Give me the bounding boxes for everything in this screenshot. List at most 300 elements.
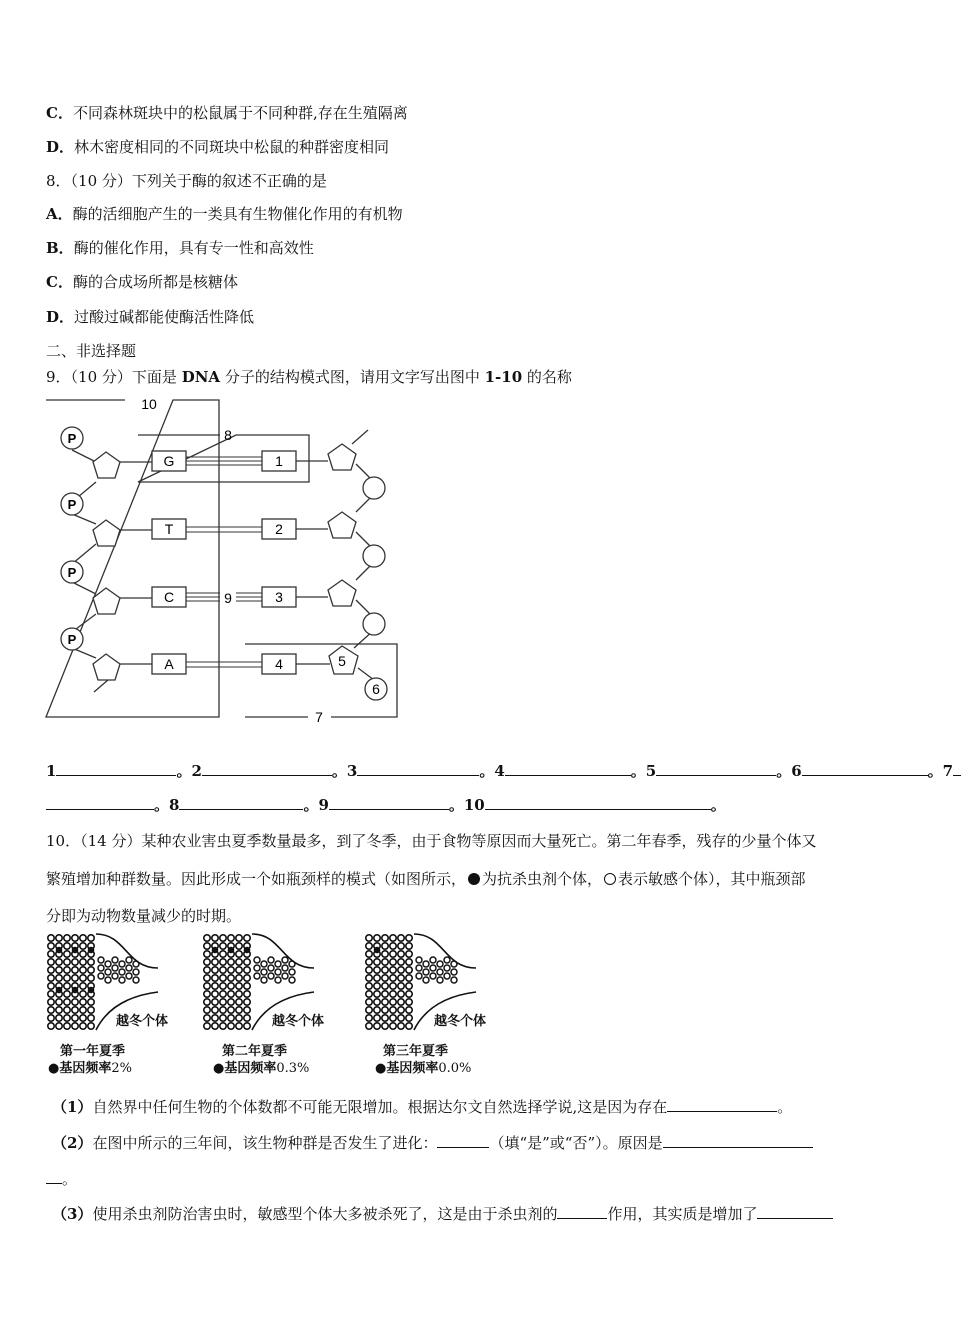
individual [236,951,242,957]
individual [228,935,234,941]
individual [112,965,118,971]
individual [204,975,210,981]
individual [390,959,396,965]
answer-label-2: 。2 [176,762,202,780]
q8-option-c [46,271,238,292]
resistant-individual [72,947,79,954]
individual [268,965,274,971]
winter-label-2: 越冬个体 [272,1014,325,1029]
individual [204,1023,210,1029]
svg-text:P: P [67,431,77,446]
answer-label-4: 。4 [479,762,505,780]
svg-text:2: 2 [275,521,283,537]
individual [366,959,372,965]
freq-value-3: 0.0% [438,1061,472,1076]
resistant-individual [88,987,95,994]
individual [406,975,412,981]
individual [133,977,139,983]
answer-label-5: 。5 [630,762,657,780]
individual [64,943,70,949]
individual [382,991,388,997]
gene-frequency-3 [375,1057,471,1076]
season-label-3: 第三年夏季 [383,1044,449,1059]
individual [444,957,450,963]
resistant-individual [72,987,79,994]
resistant-individual [374,947,381,954]
individual [204,967,210,973]
sub2-text-a: 在图中所示的三年间，该生物种群是否发生了进化： [92,1134,438,1152]
individual [374,983,380,989]
individual [430,957,436,963]
answer-blank-9[interactable] [329,795,449,810]
deoxyribose-right-1 [328,444,356,470]
individual [244,999,250,1005]
q7-option-c [46,102,408,123]
individual [80,999,86,1005]
resistant-dot-icon [468,873,480,885]
q8-option-b [46,237,314,258]
individual [212,959,218,965]
answer-blank-2[interactable] [202,761,332,776]
deoxyribose-right-2 [328,512,356,538]
individual [126,973,132,979]
freq-label-2: 基因频率 [224,1061,277,1076]
q9-answer-row-1 [46,760,961,781]
svg-text:6: 6 [372,681,380,697]
individual [366,1007,372,1013]
individual [374,999,380,1005]
q8-option-d-text: 过酸过碱都能使酶活性降低 [74,308,255,326]
individual [398,951,404,957]
q10-stem-line-1 [46,830,816,851]
individual [88,935,94,941]
individual [212,999,218,1005]
sub3-text-a: 使用杀虫剂防治害虫时，敏感型个体大多被杀死了，这是由于杀虫剂的 [92,1205,558,1223]
individual [366,1023,372,1029]
individual [64,975,70,981]
q7-option-d [46,136,389,157]
individual [261,961,267,967]
individual [48,951,54,957]
individual [220,935,226,941]
individual [374,1015,380,1021]
individual [228,1023,234,1029]
q8-option-d [46,306,254,327]
individual [204,1007,210,1013]
individual [64,1023,70,1029]
individual [64,951,70,957]
deoxyribose-left-3 [93,588,120,614]
individual [80,1015,86,1021]
individual [119,961,125,967]
answer-blank-8[interactable] [179,795,303,810]
individual [236,991,242,997]
q10-stem-line-3: 分即为动物数量减少的时期。 [46,907,242,925]
individual [112,957,118,963]
q7-option-d-letter: D． [46,138,75,156]
individual [228,975,234,981]
individual [254,957,260,963]
q8-option-a-text: 酶的活细胞产生的一类具有生物催化作用的有机物 [72,205,403,223]
individual [80,991,86,997]
individual [72,967,78,973]
individual [112,973,118,979]
individual [390,1015,396,1021]
answer-blank-7a[interactable] [953,761,961,776]
individual [220,1015,226,1021]
individual [220,975,226,981]
answer-blank-7b[interactable] [46,795,154,810]
individual [80,983,86,989]
svg-text:5: 5 [338,653,346,669]
individual [398,975,404,981]
individual [228,1015,234,1021]
individual [275,961,281,967]
individual [212,1007,218,1013]
individual [72,959,78,965]
individual [80,975,86,981]
sub1-end: 。 [777,1098,793,1116]
individual [80,951,86,957]
answer-label-6: 。6 [776,762,802,780]
sub1-number: （1） [52,1098,93,1116]
answer-label-1: 1 [46,762,57,780]
sub3-number: （3） [52,1205,93,1223]
individual [382,959,388,965]
q7-option-d-text: 林木密度相同的不同斑块中松鼠的种群密度相同 [74,138,390,156]
individual [72,975,78,981]
gene-frequency-1 [48,1057,132,1076]
q8-number: 8．（10 分） [46,172,132,190]
q10-sub3 [52,1203,833,1224]
individual [366,943,372,949]
freq-value-2: 0.3% [276,1061,310,1076]
svg-text:4: 4 [275,656,283,672]
individual [289,969,295,975]
individual [244,967,250,973]
individual [398,991,404,997]
individual [366,991,372,997]
individual [212,967,218,973]
individual [398,959,404,965]
individual [228,967,234,973]
q8-option-b-letter: B． [46,239,74,257]
sugar-label-5 [338,653,346,669]
individual [382,967,388,973]
individual [80,943,86,949]
phosphate-label-6 [365,678,387,700]
base-right-2 [262,519,296,539]
individual [220,991,226,997]
individual [72,935,78,941]
individual [56,935,62,941]
gene-frequency-2 [213,1057,309,1076]
deoxyribose-right-3 [328,580,356,606]
season-label-2: 第二年夏季 [222,1044,288,1059]
individual [48,1015,54,1021]
individual [382,975,388,981]
q10-stem-text-2b: 为抗杀虫剂个体， [482,870,603,888]
individual [406,983,412,989]
freq-label-1: 基因频率 [59,1061,112,1076]
individual [366,951,372,957]
winter-label-3: 越冬个体 [434,1014,487,1029]
q10-sub1 [52,1096,792,1117]
q9-answer-row-2 [46,794,726,815]
individual [236,1007,242,1013]
svg-text:P: P [67,497,77,512]
individual [220,983,226,989]
individual [416,957,422,963]
sub3-blank-1[interactable] [557,1204,607,1219]
individual [244,1015,250,1021]
individual [48,967,54,973]
phosphate-1 [61,427,83,449]
q7-option-c-text: 不同森林斑块中的松鼠属于不同种群,存在生殖隔离 [72,104,408,122]
answer-label-8: 。8 [154,796,180,814]
individual [220,943,226,949]
sub2-end: 。 [62,1170,78,1188]
individual [416,965,422,971]
individual [406,959,412,965]
individual [406,991,412,997]
individual [88,1015,94,1021]
phosphate-3 [61,561,83,583]
box-8-label [224,427,232,443]
individual [236,999,242,1005]
sub3-blank-2[interactable] [757,1204,833,1219]
individual [261,969,267,975]
sub2-blank-1[interactable] [437,1133,489,1148]
individual [275,977,281,983]
individual [64,983,70,989]
q10-stem-line-2 [46,868,806,889]
individual [105,969,111,975]
individual [56,1023,62,1029]
svg-text:10: 10 [141,396,157,412]
deoxyribose-left-4 [93,654,120,680]
individual [366,999,372,1005]
individual [228,991,234,997]
individual [126,965,132,971]
individual [374,959,380,965]
individual [236,1023,242,1029]
svg-text:C: C [163,589,175,605]
answer-label-10: 。10 [448,796,485,814]
individual [254,973,260,979]
individual [244,935,250,941]
individual [406,999,412,1005]
individual [64,1007,70,1013]
individual [56,1015,62,1021]
q8-option-a-letter: A． [46,205,73,223]
box-7-label [315,709,323,725]
individual [56,975,62,981]
individual [212,1023,218,1029]
individual [398,1007,404,1013]
individual [133,969,139,975]
individual [430,965,436,971]
q8-stem-text: 下列关于酶的叙述不正确的是 [131,172,327,190]
sub3-text-b: 作用，其实质是增加了 [607,1205,758,1223]
individual [64,999,70,1005]
individual [398,1023,404,1029]
q9-stem [46,366,572,387]
individual [98,965,104,971]
individual [220,1007,226,1013]
sub2-blank-2a[interactable] [663,1133,813,1148]
phosphate-4 [61,628,83,650]
answer-blank-6[interactable] [802,761,928,776]
individual [228,959,234,965]
individual [212,991,218,997]
individual [105,961,111,967]
individual [244,1023,250,1029]
individual [382,999,388,1005]
individual [244,991,250,997]
q9-stem-range: 1-10 [484,368,523,386]
individual [275,969,281,975]
individual [88,967,94,973]
q10-stem-text-1: 某种农业害虫夏季数量最多，到了冬季，由于食物等原因而大量死亡。第二年春季，残存的少量个体又 [141,832,817,850]
individual [64,1015,70,1021]
deoxyribose-left-2 [93,520,120,546]
sub2-text-b: （填“是”或“否”）。原因是 [489,1134,663,1152]
phosphate-2 [61,493,83,515]
individual [244,1007,250,1013]
svg-text:G: G [163,453,175,469]
individual [382,983,388,989]
individual [72,1007,78,1013]
individual [282,957,288,963]
individual [204,943,210,949]
winter-label-1: 越冬个体 [116,1014,169,1029]
q9-stem-dna: DNA [181,368,221,386]
individual [220,951,226,957]
individual [212,975,218,981]
individual [366,1015,372,1021]
individual [406,1015,412,1021]
q8-option-b-text: 酶的催化作用，具有专一性和高效性 [73,239,314,257]
individual [398,943,404,949]
hydrogen-bond-label-9 [224,590,232,606]
individual [374,975,380,981]
phosphate-right-1 [363,477,385,499]
individual [236,943,242,949]
answer-blank-10[interactable] [485,795,711,810]
individual [406,951,412,957]
individual [56,959,62,965]
individual [80,935,86,941]
individual [236,975,242,981]
individual [228,999,234,1005]
q9-stem-c: 的名称 [522,368,572,386]
individual [390,975,396,981]
individual [451,977,457,983]
resistant-individual [228,947,235,954]
answer-blank-5[interactable] [656,761,776,776]
individual [390,1007,396,1013]
individual [451,969,457,975]
individual [390,935,396,941]
individual [406,1023,412,1029]
individual [204,991,210,997]
q9-number: 9．（10 分） [46,368,132,386]
individual [72,1023,78,1029]
individual [98,973,104,979]
individual [119,969,125,975]
individual [236,935,242,941]
individual [236,959,242,965]
individual [382,943,388,949]
individual [382,935,388,941]
individual [382,951,388,957]
individual [374,935,380,941]
phosphate-right-2 [363,545,385,567]
answer-blank-3[interactable] [357,761,479,776]
individual [423,977,429,983]
individual [204,951,210,957]
individual [374,1007,380,1013]
svg-text:8: 8 [224,427,232,443]
dna-structure-diagram [40,392,410,727]
individual [88,999,94,1005]
q9-stem-a: 下面是 [131,368,182,386]
sub2-blank-2b[interactable] [46,1169,62,1184]
sensitive-circle-icon [604,873,616,885]
individual [268,957,274,963]
individual [236,1015,242,1021]
svg-text:P: P [67,565,77,580]
q8-option-d-letter: D． [46,308,75,326]
individual [56,1007,62,1013]
q10-number: 10．（14 分） [46,832,142,850]
answer-blank-1[interactable] [56,761,176,776]
individual [80,959,86,965]
individual [126,957,132,963]
individual [366,935,372,941]
individual [220,1023,226,1029]
individual [204,959,210,965]
individual [228,983,234,989]
individual [80,1023,86,1029]
individual [236,983,242,989]
individual [48,983,54,989]
individual [48,1023,54,1029]
individual [254,965,260,971]
answer-blank-4[interactable] [505,761,631,776]
resistant-individual [56,947,63,954]
svg-text:9: 9 [224,590,232,606]
individual [64,935,70,941]
individual [88,1023,94,1029]
individual [382,1023,388,1029]
base-left-a [152,654,186,674]
individual [64,967,70,973]
individual [398,999,404,1005]
individual [98,957,104,963]
q10-sub2-cont [46,1168,77,1189]
individual [244,983,250,989]
sub1-blank[interactable] [667,1097,777,1112]
season-label-1: 第一年夏季 [60,1044,126,1059]
individual [423,969,429,975]
svg-text:A: A [164,656,174,672]
individual [366,983,372,989]
individual [390,951,396,957]
svg-text:T: T [164,521,174,537]
individual [64,959,70,965]
